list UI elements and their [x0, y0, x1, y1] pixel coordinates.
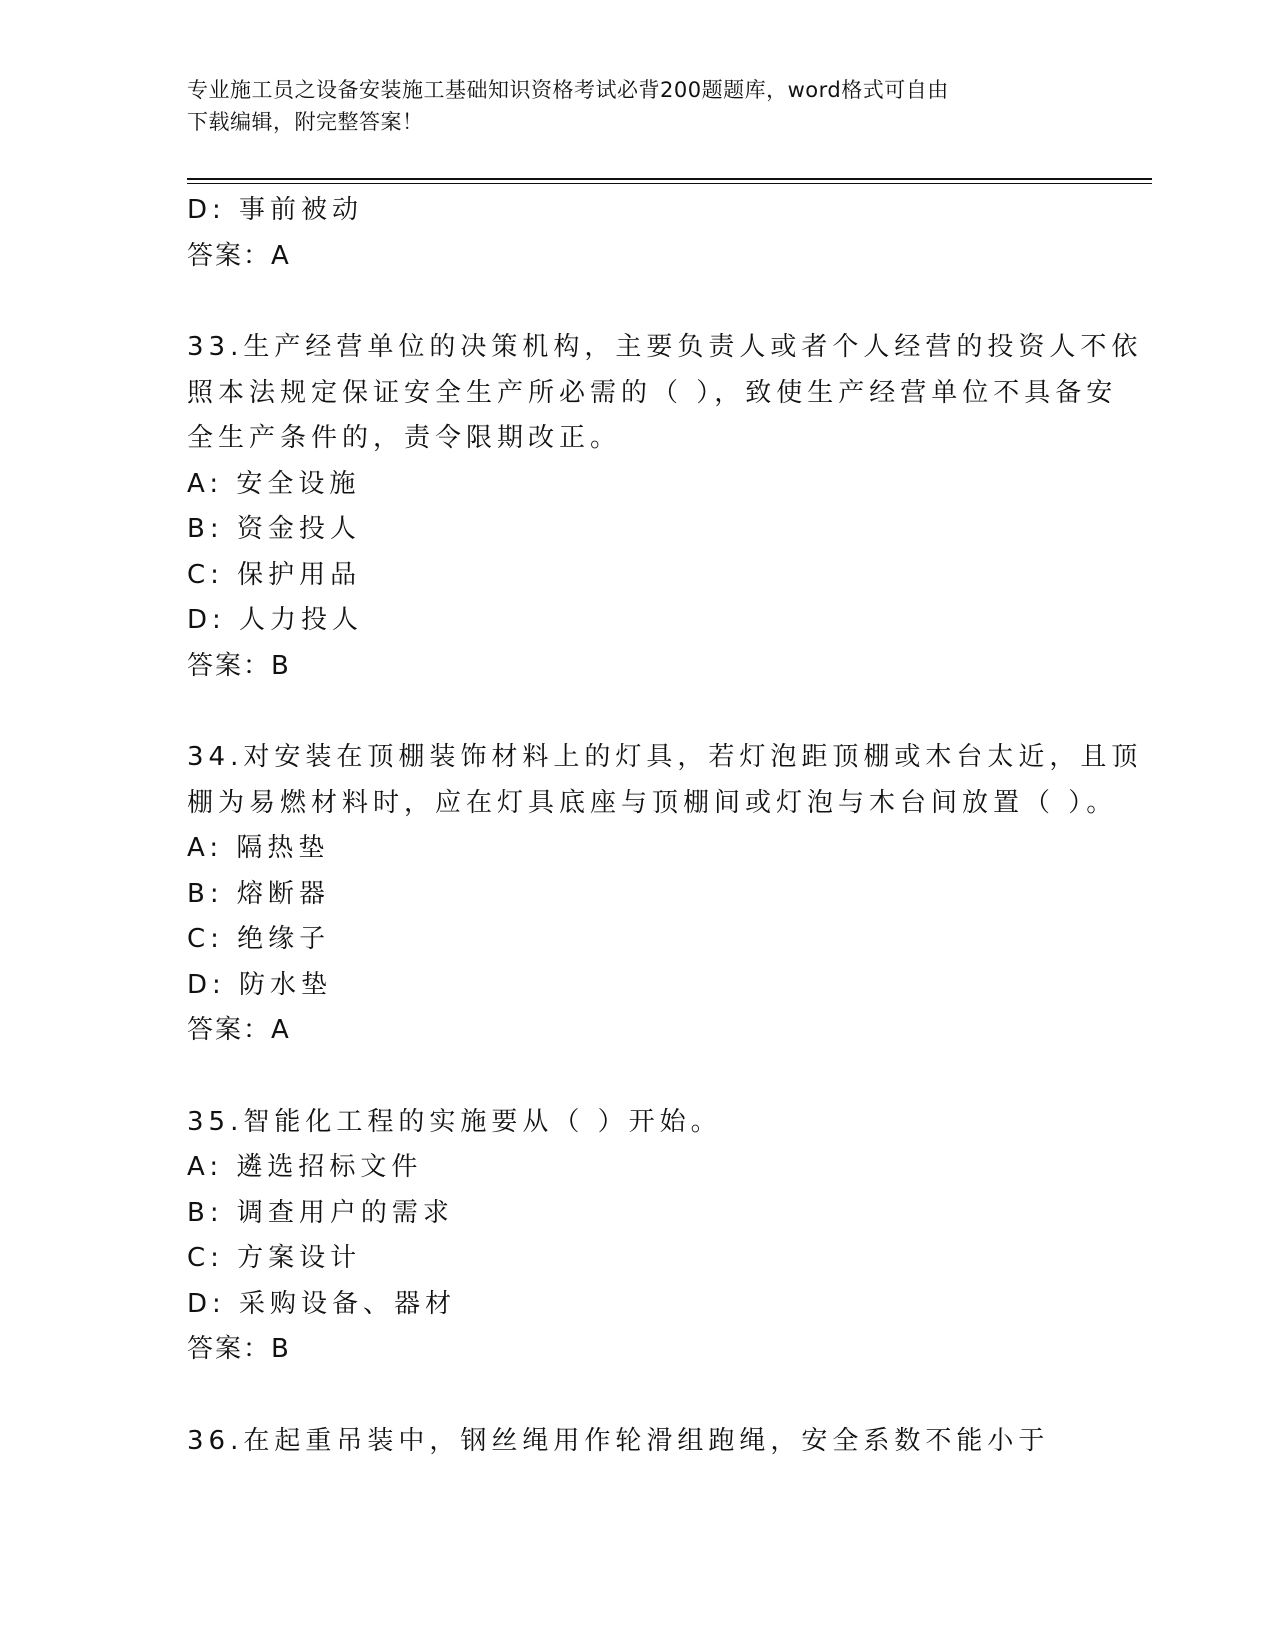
header-line-2: 下载编辑，附完整答案！ — [187, 110, 424, 134]
question-text-line: 34.对安装在顶棚装饰材料上的灯具，若灯泡距顶棚或木台太近，且顶 — [187, 742, 1143, 772]
question-spacer — [187, 1054, 1087, 1100]
question-36 — [187, 1419, 1087, 1465]
question-33 — [187, 325, 1143, 689]
question-spacer — [187, 1373, 1087, 1419]
document-header — [187, 74, 1067, 138]
header-divider-thick — [187, 178, 1152, 180]
question-spacer — [187, 279, 1087, 325]
question-text-line: 照本法规定保证安全生产所必需的（ ），致使生产经营单位不具备安 — [187, 377, 1118, 408]
question-text-line: 36.在起重吊装中，钢丝绳用作轮滑组跑绳，安全系数不能小于 — [187, 1425, 1050, 1456]
option-c: C: 方案设计 — [187, 1243, 362, 1273]
answer-line: 答案：B — [187, 650, 291, 681]
answer-line: 答案：B — [187, 1334, 291, 1364]
option-c: C: 绝缘子 — [187, 924, 331, 954]
option-b: B: 调查用户的需求 — [187, 1197, 454, 1228]
answer-line: 答案：A — [187, 1015, 291, 1045]
option-d: D: 事前被动 — [187, 195, 364, 225]
option-d: D: 采购设备、器材 — [187, 1288, 457, 1319]
question-spacer — [187, 689, 1087, 735]
option-a: A: 隔热垫 — [187, 833, 330, 863]
question-text-line: 33.生产经营单位的决策机构，主要负责人或者个人经营的投资人不依 — [187, 332, 1143, 362]
header-line-1: 专业施工员之设备安装施工基础知识资格考试必背200题题库，word格式可自由 — [187, 78, 949, 102]
option-a: A: 安全设施 — [187, 468, 361, 499]
option-d: D: 防水垫 — [187, 969, 333, 1000]
option-d: D: 人力投人 — [187, 605, 364, 635]
question-body — [187, 188, 1143, 1464]
option-a: A: 遴选招标文件 — [187, 1152, 423, 1182]
question-text-line: 棚为易燃材料时，应在灯具底座与顶棚间或灯泡与木台间放置（ ）。 — [187, 787, 1118, 818]
answer-line: 答案：A — [187, 240, 291, 271]
option-b: B: 熔断器 — [187, 878, 330, 909]
question-text-line: 全生产条件的，责令限期改正。 — [187, 423, 622, 453]
question-text-line: 35.智能化工程的实施要从（ ）开始。 — [187, 1106, 722, 1137]
header-divider-thin — [187, 183, 1152, 184]
option-b: B: 资金投人 — [187, 514, 361, 544]
question-35 — [187, 1100, 1087, 1373]
question-34 — [187, 735, 1143, 1054]
option-c: C: 保护用品 — [187, 559, 362, 590]
